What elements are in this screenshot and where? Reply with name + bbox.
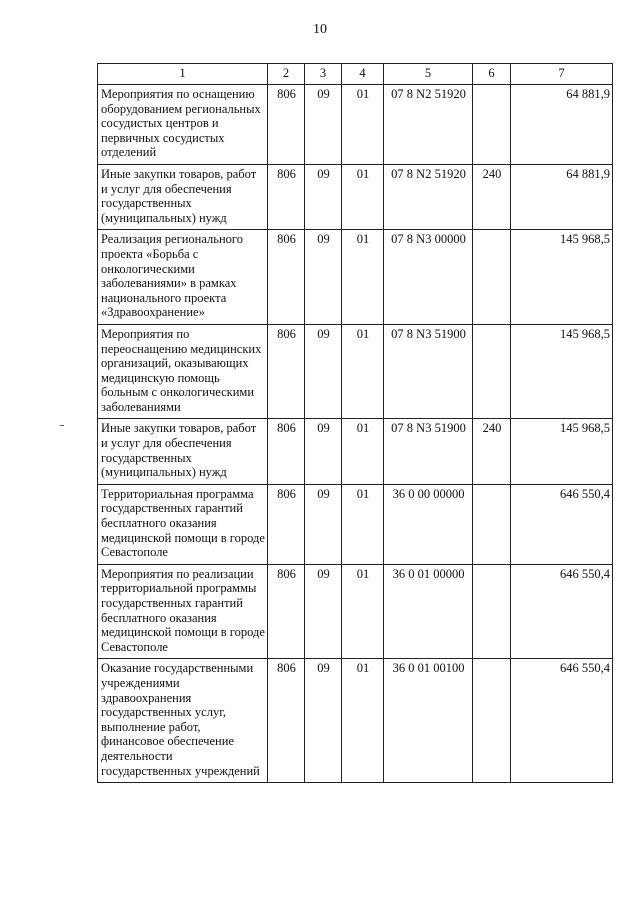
row-section: 09: [305, 164, 342, 229]
row-expense-type: 240: [473, 164, 511, 229]
table-row: [98, 564, 613, 659]
row-name: Иные закупки товаров, работ и услуг для обеспечения государственных (муниципальных) нужд: [98, 419, 268, 484]
table-row: [98, 484, 613, 564]
row-amount: 64 881,9: [511, 85, 613, 165]
row-expense-type: [473, 324, 511, 419]
row-target-article: 36 0 01 00000: [384, 564, 473, 659]
row-expense-type: [473, 659, 511, 783]
row-expense-type: [473, 230, 511, 325]
column-header-4: 4: [342, 64, 384, 85]
row-subsection: 01: [342, 85, 384, 165]
row-target-article: 07 8 N3 51900: [384, 324, 473, 419]
row-name: Оказание государственными учреждениями здравоохранения государственных услуг, выполнение работ, финансовое обеспечение деятельности государственных учреждений: [98, 659, 268, 783]
row-name: Мероприятия по переоснащению медицинских организаций, оказывающих медицинскую помощь больным с онкологическими заболеваниями: [98, 324, 268, 419]
row-name: Реализация регионального проекта «Борьба с онкологическими заболеваниями» в рамках национального проекта «Здравоохранение»: [98, 230, 268, 325]
row-section: 09: [305, 230, 342, 325]
row-subsection: 01: [342, 564, 384, 659]
row-grbs: 806: [268, 85, 305, 165]
row-subsection: 01: [342, 659, 384, 783]
row-subsection: 01: [342, 324, 384, 419]
row-subsection: 01: [342, 230, 384, 325]
header-row: [98, 64, 613, 85]
scan-mark: [60, 425, 64, 426]
page-number: 10: [313, 22, 327, 37]
budget-table: [97, 63, 613, 783]
row-subsection: 01: [342, 419, 384, 484]
row-grbs: 806: [268, 564, 305, 659]
row-target-article: 36 0 01 00100: [384, 659, 473, 783]
table-row: [98, 230, 613, 325]
table-row: [98, 85, 613, 165]
row-grbs: 806: [268, 419, 305, 484]
row-section: 09: [305, 564, 342, 659]
row-grbs: 806: [268, 164, 305, 229]
row-grbs: 806: [268, 230, 305, 325]
row-target-article: 36 0 00 00000: [384, 484, 473, 564]
row-section: 09: [305, 419, 342, 484]
row-target-article: 07 8 N3 00000: [384, 230, 473, 325]
row-amount: 64 881,9: [511, 164, 613, 229]
row-amount: 646 550,4: [511, 484, 613, 564]
row-section: 09: [305, 484, 342, 564]
row-amount: 145 968,5: [511, 230, 613, 325]
row-name: Мероприятия по реализации территориальной программы государственных гарантий бесплатного оказания медицинской помощи в городе Севастополе: [98, 564, 268, 659]
row-grbs: 806: [268, 484, 305, 564]
table-row: [98, 164, 613, 229]
row-grbs: 806: [268, 659, 305, 783]
row-target-article: 07 8 N3 51900: [384, 419, 473, 484]
column-header-5: 5: [384, 64, 473, 85]
row-target-article: 07 8 N2 51920: [384, 164, 473, 229]
row-name: Мероприятия по оснащению оборудованием региональных сосудистых центров и первичных сосудистых отделений: [98, 85, 268, 165]
row-section: 09: [305, 659, 342, 783]
row-grbs: 806: [268, 324, 305, 419]
row-section: 09: [305, 324, 342, 419]
row-name: Территориальная программа государственных гарантий бесплатного оказания медицинской помощи в городе Севастополе: [98, 484, 268, 564]
column-header-3: 3: [305, 64, 342, 85]
column-header-7: 7: [511, 64, 613, 85]
column-header-2: 2: [268, 64, 305, 85]
row-name: Иные закупки товаров, работ и услуг для обеспечения государственных (муниципальных) нужд: [98, 164, 268, 229]
row-expense-type: [473, 564, 511, 659]
row-amount: 145 968,5: [511, 419, 613, 484]
row-expense-type: [473, 484, 511, 564]
column-header-6: 6: [473, 64, 511, 85]
row-section: 09: [305, 85, 342, 165]
row-target-article: 07 8 N2 51920: [384, 85, 473, 165]
row-amount: 145 968,5: [511, 324, 613, 419]
row-expense-type: [473, 85, 511, 165]
row-expense-type: 240: [473, 419, 511, 484]
row-amount: 646 550,4: [511, 659, 613, 783]
column-header-1: 1: [98, 64, 268, 85]
table-row: [98, 419, 613, 484]
table-row: [98, 659, 613, 783]
row-amount: 646 550,4: [511, 564, 613, 659]
table-row: [98, 324, 613, 419]
row-subsection: 01: [342, 484, 384, 564]
row-subsection: 01: [342, 164, 384, 229]
